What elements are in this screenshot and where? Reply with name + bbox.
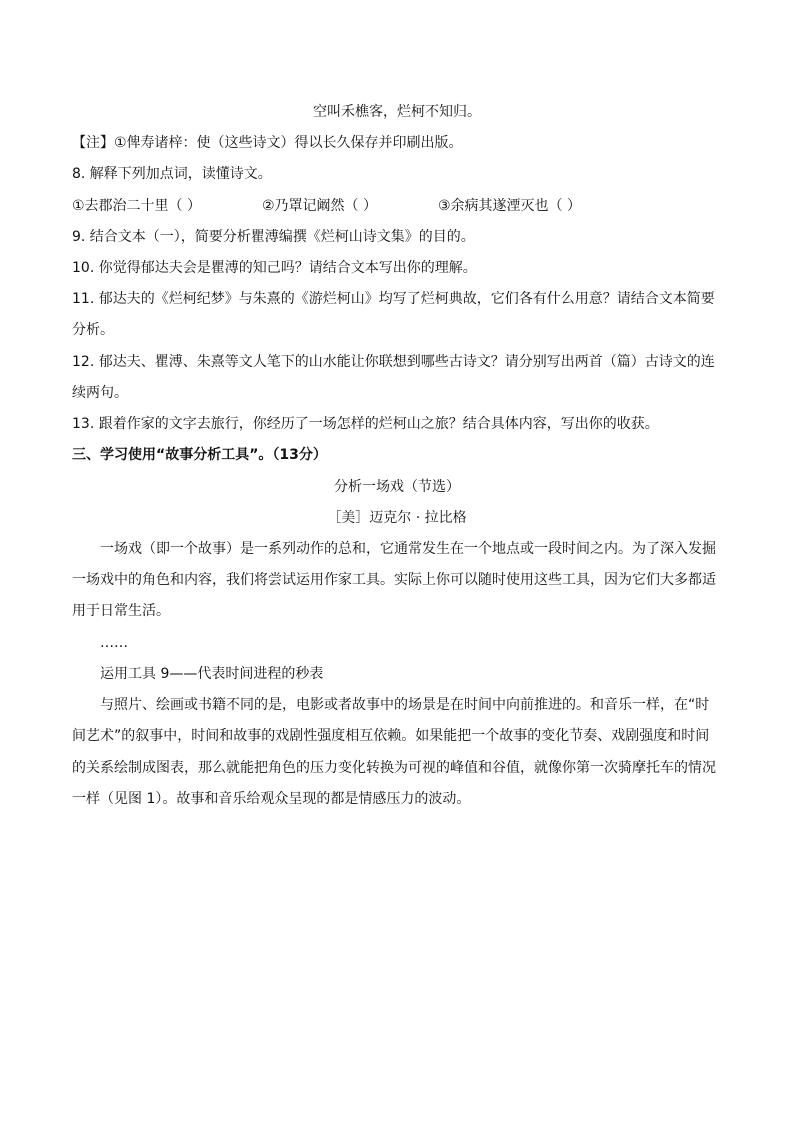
question-13: 13. 跟着作家的文字去旅行，你经历了一场怎样的烂柯山之旅？结合具体内容，写出你的收获。 [72, 416, 659, 432]
paragraph-1-line-3: 用于日常生活。 [72, 603, 170, 619]
tool-heading: 运用工具 9——代表时间进程的秒表 [100, 666, 324, 682]
question-11-line-2: 分析。 [72, 322, 114, 338]
section-3-heading: 三、学习使用“故事分析工具”。（13分） [72, 447, 327, 463]
question-8-item-b: ②乃罩记阚然（ ） [262, 198, 378, 214]
question-11-line-1: 11. 郁达夫的《烂柯纪梦》与朱熹的《游烂柯山》均写了烂柯典故，它们各有什么用意？请结合文本简要 [72, 291, 715, 307]
article-author: ［美］迈克尔 · 拉比格 [327, 510, 467, 526]
question-8-items [72, 196, 722, 216]
poem-line: 空叫禾樵客，烂柯不知归。 [313, 104, 481, 120]
question-10: 10. 你觉得郁达夫会是瞿溥的知己吗？请结合文本写出你的理解。 [72, 260, 477, 276]
paragraph-2-line-2: 间艺术”的叙事中，时间和故事的戏剧性强度相互依赖。如果能把一个故事的变化节奏、戏剧强度和时间 [72, 728, 710, 744]
question-12-line-1: 12. 郁达夫、瞿溥、朱熹等文人笔下的山水能让你联想到哪些古诗文？请分别写出两首（篇）古诗文的连 [72, 354, 715, 370]
question-8-item-a: ①去郡治二十里（ ） [72, 198, 202, 214]
paragraph-1-line-1: 一场戏（即一个故事）是一系列动作的总和，它通常发生在一个地点或一段时间之内。为了深入发掘 [100, 541, 716, 557]
question-9: 9. 结合文本（一），简要分析瞿溥编撰《烂柯山诗文集》的目的。 [72, 229, 475, 245]
article-title: 分析一场戏（节选） [334, 479, 460, 495]
paragraph-2-line-3: 的关系绘制成图表，那么就能把角色的压力变化转换为可视的峰值和谷值，就像你第一次骑摩托车的情况 [72, 760, 716, 776]
question-8-item-c: ③余病其遂湮灭也（ ） [438, 198, 582, 214]
question-8: 8. 解释下列加点词，读懂诗文。 [72, 166, 272, 182]
paragraph-2-line-4: 一样（见图 1）。故事和音乐给观众呈现的都是情感压力的波动。 [72, 791, 471, 807]
paragraph-1-line-2: 一场戏中的角色和内容，我们将尝试运用作家工具。实际上你可以随时使用这些工具，因为它们大多都适 [72, 572, 716, 588]
ellipsis: …… [100, 635, 128, 651]
question-12-line-2: 续两句。 [72, 385, 128, 401]
paragraph-2-line-1: 与照片、绘画或书籍不同的是，电影或者故事中的场景是在时间中向前推进的。和音乐一样，在“时 [100, 697, 710, 713]
footnote: 【注】①俾寿诸梓：使（这些诗文）得以长久保存并印刷出版。 [72, 135, 463, 151]
